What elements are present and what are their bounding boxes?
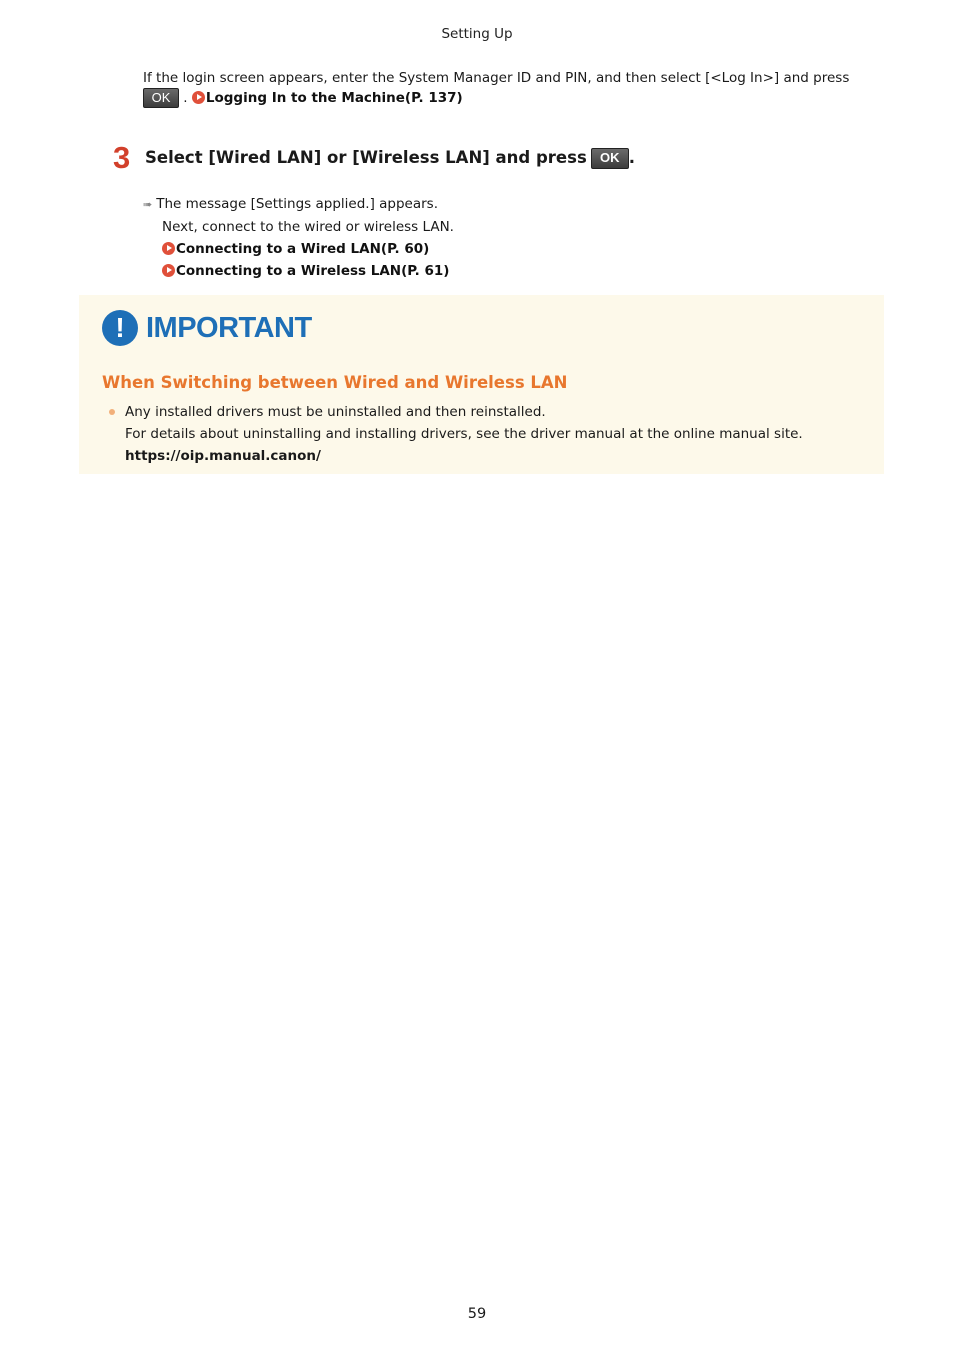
step-title-end: . bbox=[628, 148, 636, 167]
ok-key-icon: OK bbox=[143, 88, 179, 108]
page-number: 59 bbox=[467, 1306, 487, 1322]
wireless-lan-link-row[interactable] bbox=[143, 260, 454, 282]
exclamation-icon: ! bbox=[102, 310, 138, 346]
login-reference-link[interactable]: Logging In to the Machine(P. 137) bbox=[205, 90, 463, 106]
reference-arrow-icon bbox=[162, 264, 175, 277]
wired-lan-link[interactable]: Connecting to a Wired LAN(P. 60) bbox=[176, 241, 430, 257]
bullet-icon bbox=[109, 409, 115, 415]
wired-lan-link-row[interactable] bbox=[143, 238, 454, 260]
reference-arrow-icon bbox=[162, 242, 175, 255]
manual-url-link[interactable]: https://oip.manual.canon/ bbox=[125, 448, 321, 464]
step-heading bbox=[145, 146, 635, 170]
login-instruction-text: If the login screen appears, enter the System Manager ID and PIN, and then select [<Log In>] and press bbox=[143, 70, 850, 86]
result-message: The message [Settings applied.] appears. bbox=[156, 196, 439, 212]
reference-arrow-icon bbox=[192, 91, 205, 104]
important-subtitle: When Switching between Wired and Wireless LAN bbox=[102, 373, 568, 392]
ok-key-icon: OK bbox=[591, 148, 629, 169]
step-result bbox=[143, 193, 454, 282]
separator: . bbox=[183, 90, 188, 106]
next-instruction: Next, connect to the wired or wireless LAN. bbox=[162, 219, 454, 235]
result-line bbox=[143, 193, 454, 216]
bullet-line-1: Any installed drivers must be uninstalled and then reinstalled. bbox=[125, 404, 546, 420]
important-bullet bbox=[125, 401, 865, 467]
bullet-line-2: For details about uninstalling and installing drivers, see the driver manual at the online manual site. bbox=[125, 426, 803, 442]
login-instruction bbox=[143, 69, 863, 108]
wireless-lan-link[interactable]: Connecting to a Wireless LAN(P. 61) bbox=[176, 263, 450, 279]
page-header-title: Setting Up bbox=[441, 26, 513, 42]
important-title: IMPORTANT bbox=[146, 312, 312, 344]
result-arrow-icon: ➠ bbox=[143, 198, 151, 211]
step-number: 3 bbox=[113, 140, 131, 175]
step-title-text: Select [Wired LAN] or [Wireless LAN] and press bbox=[145, 148, 587, 167]
